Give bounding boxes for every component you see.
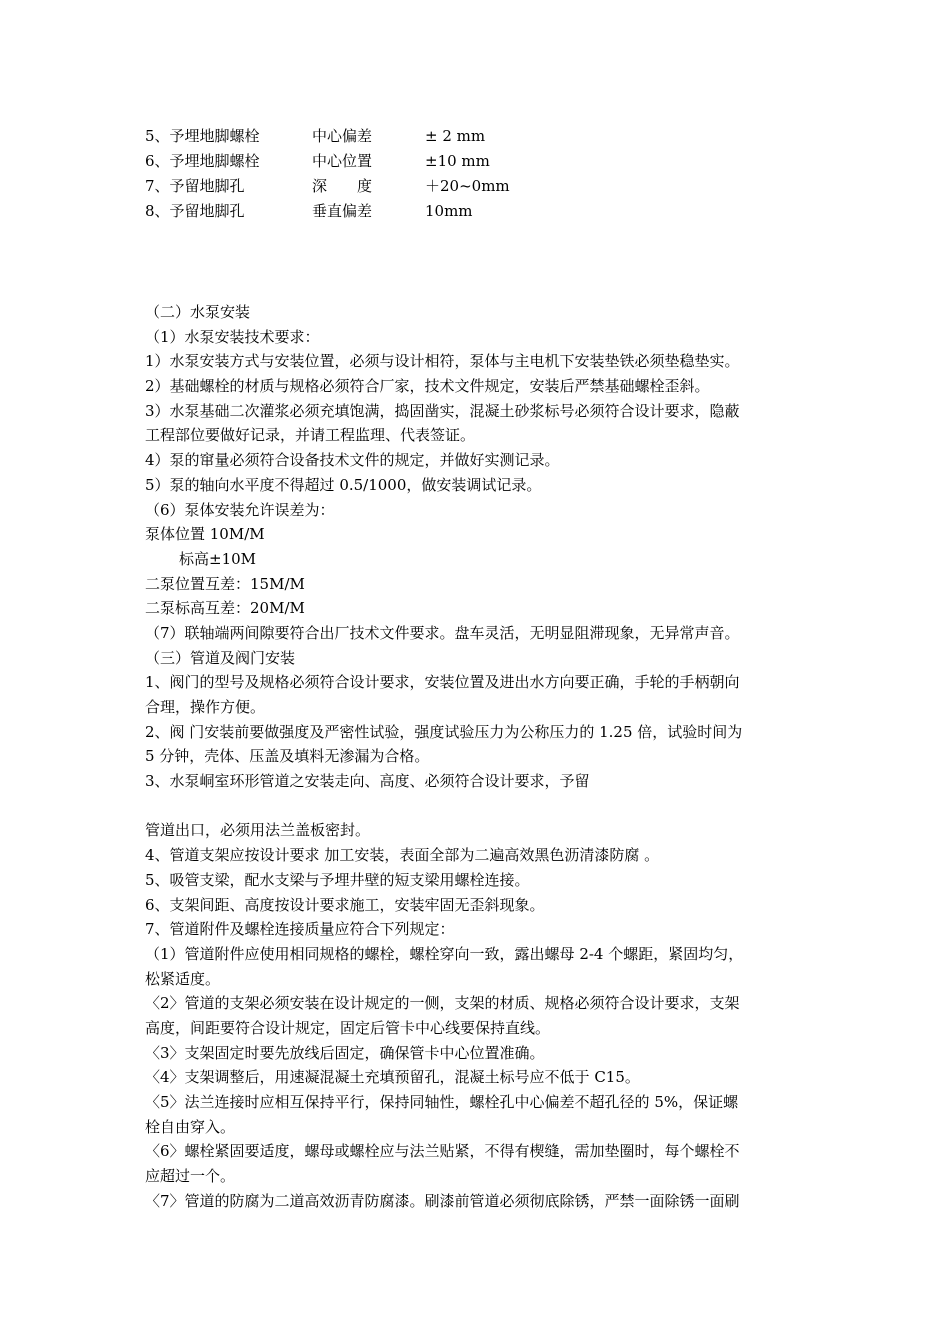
paragraph-line: 〈5〉法兰连接时应相互保持平行，保持同轴性，螺栓孔中心偏差不超孔径的 5%，保证螺 [145, 1093, 739, 1111]
paragraph-line: 〈3〉支架固定时要先放线后固定，确保管卡中心位置准确。 [145, 1043, 545, 1062]
tolerance-item: 8、予留地脚孔 [145, 202, 245, 220]
paragraph-line: 3）水泵基础二次灌浆必须充填饱满，捣固凿实，混凝土砂浆标号必须符合设计要求，隐蔽 [145, 401, 740, 420]
paragraph-line: 〈2〉管道的支架必须安装在设计规定的一侧，支架的材质、规格必须符合设计要求，支架 [145, 994, 740, 1013]
paragraph-line: 高度，间距要符合设计规定，固定后管卡中心线要保持直线。 [145, 1018, 551, 1037]
section-heading: （二）水泵安装 [145, 303, 251, 321]
paragraph-line: 5、吸管支梁，配水支梁与予埋井壁的短支梁用螺栓连接。 [145, 870, 530, 889]
paragraph-line: 7、管道附件及螺栓连接质量应符合下列规定： [145, 920, 455, 939]
tolerance-item: 6、予埋地脚螺栓 [145, 152, 260, 170]
tolerance-check: 中心偏差 [312, 127, 373, 145]
paragraph-line: 泵体位置 10M/M [145, 525, 265, 544]
paragraph-line: （1）管道附件应使用相同规格的螺栓，螺栓穿向一致，露出螺母 2-4 个螺距，紧固均匀， [145, 944, 744, 963]
paragraph-line: 二泵标高互差：20M/M [145, 599, 305, 618]
paragraph-line: （6）泵体安装允许误差为： [145, 500, 335, 519]
paragraph-line: 栓自由穿入。 [145, 1117, 236, 1136]
tolerance-value: ±10 mm [425, 152, 490, 170]
paragraph-line: 4）泵的窜量必须符合设备技术文件的规定，并做好实测记录。 [145, 451, 560, 470]
blank-line [145, 794, 810, 819]
tolerance-value: ＋20~0mm [425, 177, 510, 195]
paragraph-line: 3、水泵峒室环形管道之安装走向、高度、必须符合设计要求，予留 [145, 772, 590, 791]
paragraph-line: 标高±10M [179, 549, 257, 568]
paragraph-line: 工程部位要做好记录，并请工程监理、代表签证。 [145, 426, 476, 445]
paragraph-line: 〈7〉管道的防腐为二道高效沥青防腐漆。刷漆前管道必须彻底除锈，严禁一面除锈一面刷 [145, 1191, 740, 1210]
paragraph-line: 2、阀 门安装前要做强度及严密性试验，强度试验压力为公称压力的 1.25 倍，试验时间为 [145, 722, 743, 741]
paragraph-line: 4、管道支架应按设计要求 加工安装，表面全部为二遍高效黑色沥清漆防腐 。 [145, 846, 660, 865]
paragraph-line: 松紧适度。 [145, 969, 221, 988]
paragraph-line: 合理，操作方便。 [145, 698, 266, 716]
tolerance-value: 10mm [425, 202, 473, 220]
paragraph-line: 1、阀门的型号及规格必须符合设计要求，安装位置及进出水方向要正确，手轮的手柄朝向 [145, 673, 740, 692]
tolerance-item: 7、予留地脚孔 [145, 177, 245, 195]
paragraph-line: 5）泵的轴向水平度不得超过 0.5/1000，做安装调试记录。 [145, 475, 542, 494]
paragraph-line: 〈4〉支架调整后，用速凝混凝土充填预留孔，混凝土标号应不低于 C15。 [145, 1068, 640, 1087]
tolerance-check: 垂直偏差 [312, 202, 373, 220]
paragraph-line: 二泵位置互差：15M/M [145, 574, 305, 593]
section-heading: （三）管道及阀门安装 [145, 648, 296, 667]
paragraph-line: 1）水泵安装方式与安装位置，必须与设计相符，泵体与主电机下安装垫铁必须垫稳垫实。 [145, 352, 740, 371]
subsection-heading: （1）水泵安装技术要求： [145, 327, 320, 346]
paragraph-line: 6、支架间距、高度按设计要求施工，安装牢固无歪斜现象。 [145, 895, 545, 914]
tolerance-check: 中心位置 [312, 152, 373, 170]
paragraph-line: 5 分钟，壳体、压盖及填料无渗漏为合格。 [145, 747, 430, 766]
paragraph-line: 〈6〉螺栓紧固要适度，螺母或螺栓应与法兰贴紧，不得有楔缝，需加垫圈时，每个螺栓不 [145, 1142, 740, 1161]
tolerance-item: 5、予埋地脚螺栓 [145, 127, 260, 145]
tolerance-check: 深 度 [312, 177, 373, 195]
document-body [145, 300, 810, 1213]
paragraph-line: （7）联轴端两间隙要符合出厂技术文件要求。盘车灵活，无明显阻滞现象，无异常声音。 [145, 623, 740, 642]
tolerance-value: ± 2 mm [425, 127, 486, 145]
paragraph-line: 应超过一个。 [145, 1167, 236, 1186]
paragraph-line: 管道出口，必须用法兰盖板密封。 [145, 821, 371, 840]
paragraph-line: 2）基础螺栓的材质与规格必须符合厂家，技术文件规定，安装后严禁基础螺栓歪斜。 [145, 377, 710, 396]
